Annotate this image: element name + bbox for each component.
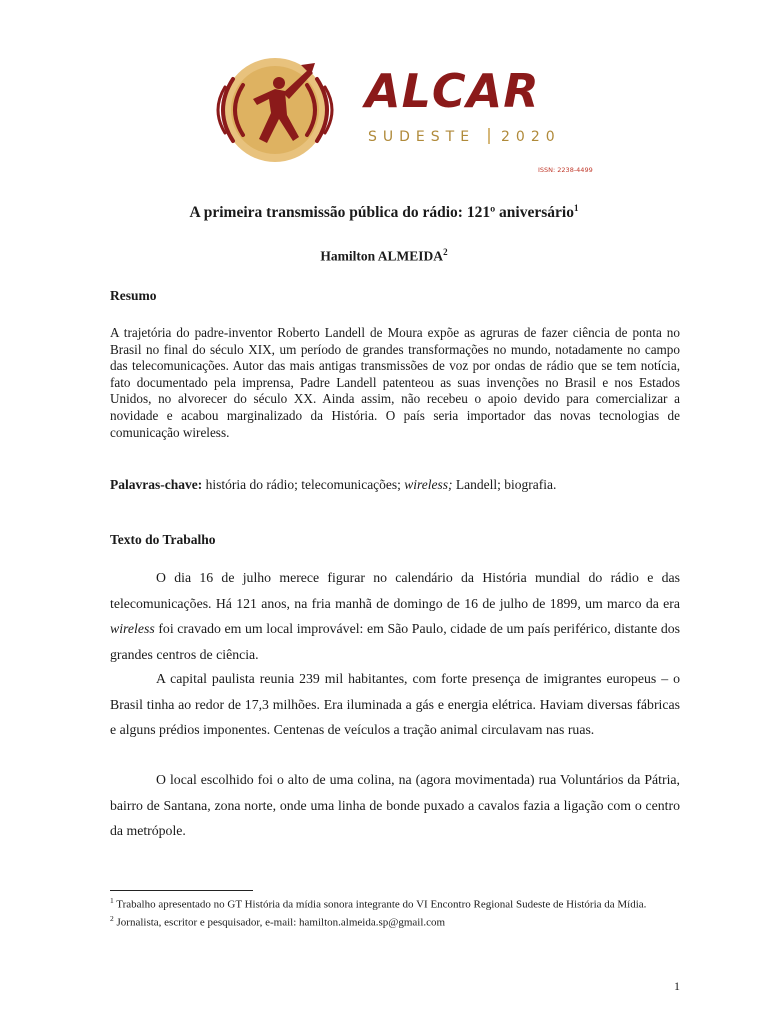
- keywords-label: Palavras-chave:: [110, 477, 203, 492]
- body-paragraph-1: [110, 565, 680, 667]
- logo-issn: ISSN: 2238-4499: [538, 166, 593, 174]
- keywords-part-b: Landell; biografia.: [452, 477, 557, 492]
- p1-italic: wireless: [110, 621, 155, 637]
- alcar-logo-graphic: [205, 55, 600, 180]
- alcar-logo: [205, 55, 600, 180]
- footnote-1-text: Trabalho apresentado no GT História da mídia sonora integrante do VI Encontro Regional Sudeste de História da Mídia.: [113, 898, 647, 911]
- footnote-2-mark: 2: [110, 913, 114, 923]
- p1-part-b: foi cravado em um local improvável: em São Paulo, cidade de um país periférico, distante dos grandes centros de ciência.: [110, 621, 680, 662]
- paper-title: [0, 203, 768, 222]
- logo-subline-right: 2020: [501, 129, 561, 145]
- footnote-1: [110, 894, 680, 912]
- keywords-italic: wireless;: [404, 477, 453, 492]
- author-name: Hamilton ALMEIDA: [320, 248, 444, 264]
- logo-wordmark: ALCAR: [365, 64, 540, 118]
- abstract-text: A trajetória do padre-inventor Roberto Landell de Moura expõe as agruras de fazer ciência de ponta no Brasil no final do século XIX, um período de grandes transformações no mundo, notadamente no campo das telecomunicações. Autor das mais antigas transmissões de voz por ondas de rádio que se tem notícia, fato documentado pela imprensa, Padre Landell patenteou as suas invenções no Brasil e nos Estados Unidos, no alvorecer do século XX. Ainda assim, não recebeu o apoio devido para comercializar a novidade e acabou marginalizado da História. O país seria importador das novas tecnologias de comunicação wireless.: [110, 325, 680, 440]
- logo-subline-left: SUDESTE: [368, 129, 476, 145]
- footnote-divider: [110, 890, 253, 891]
- body-heading: Texto do Trabalho: [110, 532, 216, 547]
- p1-part-a: O dia 16 de julho merece figurar no calendário da História mundial do rádio e das telecomunicações. Há 121 anos, na fria manhã de domingo de 16 de julho de 1899, um marco da era: [110, 570, 680, 611]
- body-paragraph-3: O local escolhido foi o alto de uma colina, na (agora movimentada) rua Voluntários da Pátria, bairro de Santana, zona norte, onde uma linha de bonde puxado a cavalos fazia a ligação com o centro da metrópole.: [110, 772, 680, 839]
- paper-author: [0, 247, 768, 265]
- body-paragraph-2: A capital paulista reunia 239 mil habitantes, com forte presença de imigrantes europeus – o Brasil tinha ao redor de 17,3 milhões. Era iluminada a gás e energia elétrica. Haviam diversas fábricas e alguns prédios imponentes. Centenas de veículos a tração animal circulavam nas ruas.: [110, 671, 680, 738]
- keywords: [110, 477, 680, 493]
- footnotes: [110, 894, 680, 929]
- footnote-1-mark: 1: [110, 896, 114, 905]
- paper-title-text: A primeira transmissão pública do rádio: 121º aniversário: [189, 204, 574, 222]
- footnote-2: [110, 912, 680, 930]
- abstract-heading: Resumo: [110, 288, 157, 303]
- page-number: 1: [674, 979, 680, 993]
- keywords-part-a: história do rádio; telecomunicações;: [202, 477, 405, 492]
- footnote-2-text: Jornalista, escritor e pesquisador, e-mail: hamilton.almeida.sp@gmail.com: [113, 916, 446, 929]
- author-footnote-ref: 2: [443, 247, 448, 257]
- title-footnote-ref: 1: [573, 203, 579, 213]
